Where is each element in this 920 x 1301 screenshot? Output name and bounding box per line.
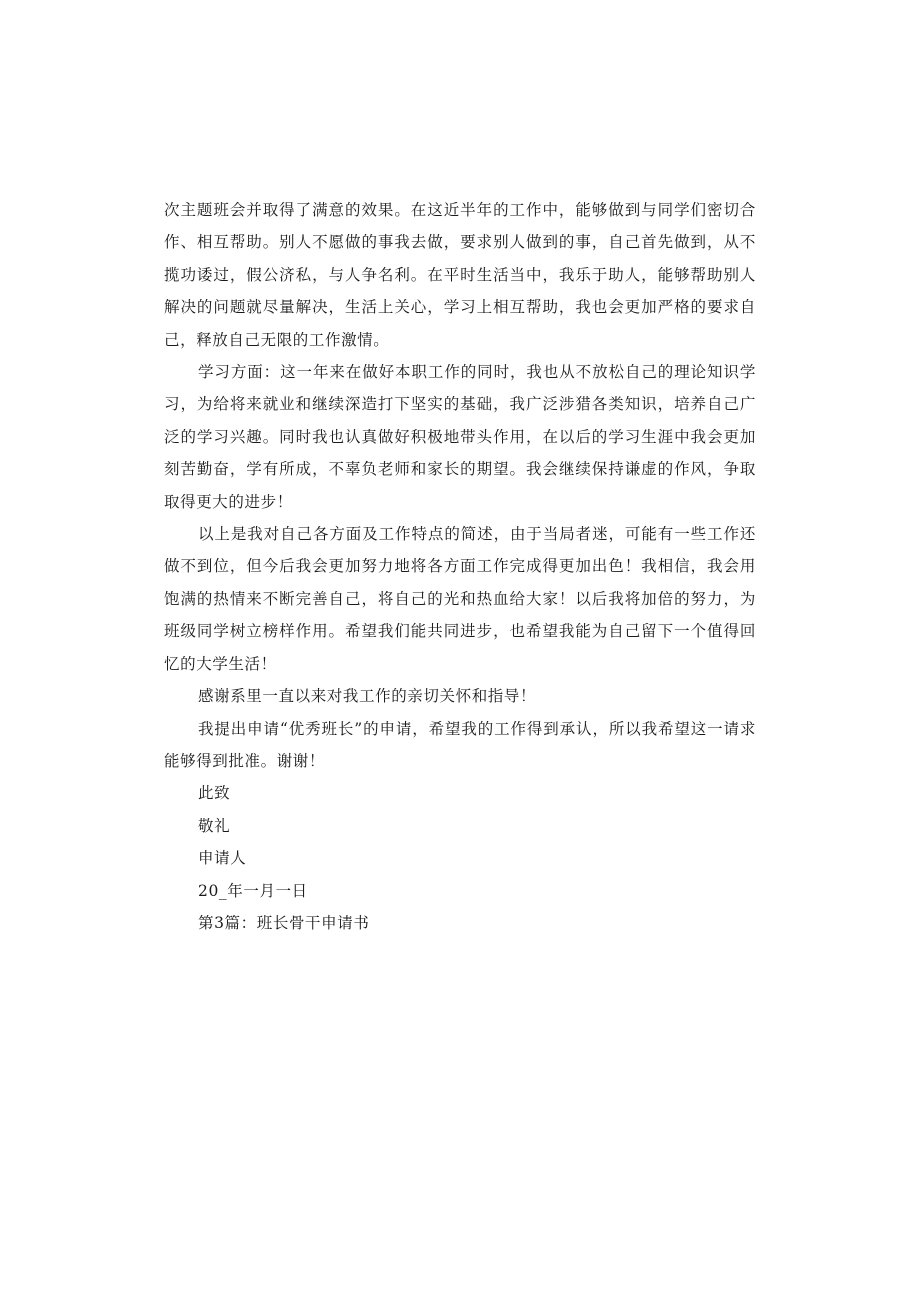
date-text: 20_年一月一日 xyxy=(198,881,308,900)
paragraph-work-summary: 次主题班会并取得了满意的效果。在这近半年的工作中，能够做到与同学们密切合作、相互帮助。别人不愿做的事我去做，要求别人做到的事，自己首先做到，从不揽功诿过，假公济私，与人争名利。在平时生活当中，我乐于助人，能够帮助别人解决的问题就尽量解决，生活上关心，学习上相互帮助，我也会更加严格的要求自己，释放自己无限的工作激情。 xyxy=(164,201,756,349)
salute-text: 敬礼 xyxy=(198,816,231,835)
paragraph-thanks: 感谢系里一直以来对我工作的亲切关怀和指导！ xyxy=(198,687,537,706)
applicant-label: 申请人 xyxy=(198,849,247,868)
next-section-title: 第3篇：班长骨干申请书 xyxy=(198,913,370,932)
paragraph-request: 我提出申请“优秀班长”的申请，希望我的工作得到承认，所以我希望这一请求能够得到批准。谢谢！ xyxy=(164,719,756,770)
paragraph-self-summary: 以上是我对自己各方面及工作特点的简述，由于当局者迷，可能有一些工作还做不到位，但今后我会更加努力地将各方面工作完成得更加出色！我相信，我会用饱满的热情来不断完善自己，将自己的光和热血给大家！以后我将加倍的努力，为班级同学树立榜样作用。希望我们能共同进步，也希望我能为自己留下一个值得回忆的大学生活！ xyxy=(164,525,756,673)
document-body xyxy=(164,194,756,939)
closing-text: 此致 xyxy=(198,784,231,803)
paragraph-study: 学习方面：这一年来在做好本职工作的同时，我也从不放松自己的理论知识学习，为给将来就业和继续深造打下坚实的基础，我广泛涉猎各类知识，培养自己广泛的学习兴趣。同时我也认真做好积极地带头作用，在以后的学习生涯中我会更加刻苦勤奋，学有所成，不辜负老师和家长的期望。我会继续保持谦虚的作风，争取取得更大的进步！ xyxy=(164,363,756,511)
